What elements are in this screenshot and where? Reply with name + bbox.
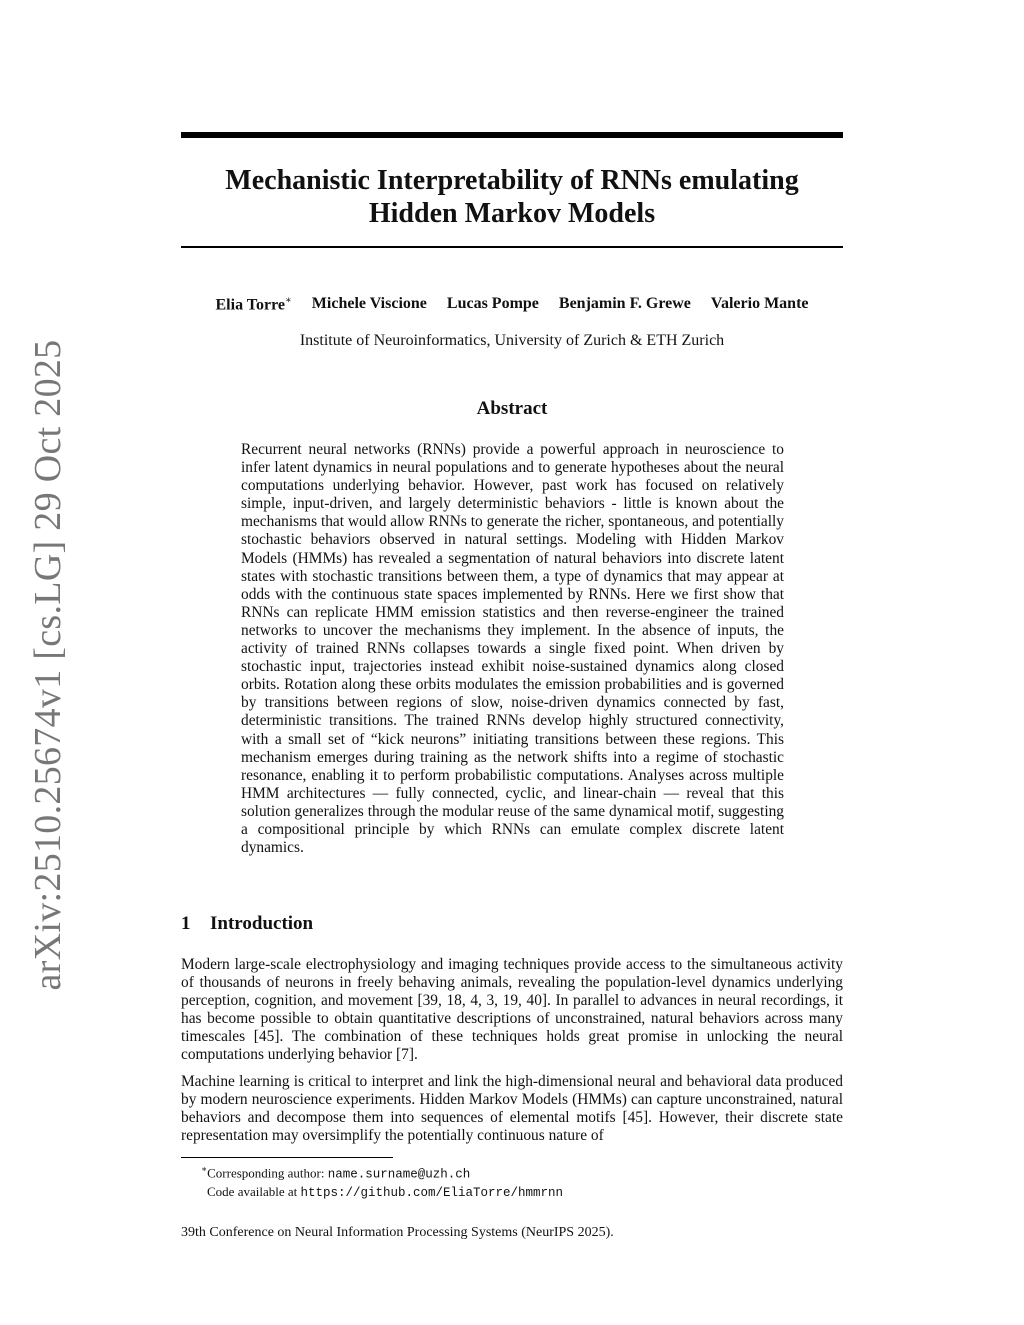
paragraph: Machine learning is critical to interpret and link the high-dimensional neural and behavioral data produced by modern neuroscience experiments. Hidden Markov Models (HMMs) can capture unconstrained, natural behaviors and decompose them into sequences of elemental motifs [45]. However, their discrete state representation may oversimplify the potentially continuous nature of	[181, 1072, 843, 1144]
title-bottom-rule	[181, 246, 843, 248]
section-heading	[181, 913, 313, 935]
author: Valerio Mante	[710, 295, 809, 312]
arxiv-stamp: arXiv:2510.25674v1 [cs.LG] 29 Oct 2025	[27, 339, 69, 991]
author: Lucas Pompe	[446, 295, 539, 312]
title-line-2: Hidden Markov Models	[368, 198, 656, 229]
abstract-text: Recurrent neural networks (RNNs) provide a powerful approach in neuroscience to infer latent dynamics in neural populations and to generate hypotheses about the neural computations underlying behavior. However, past work has focused on relatively simple, input-driven, and largely deterministic behaviors - little is known about the mechanisms that would allow RNNs to generate the richer, spontaneous, and potentially stochastic behaviors observed in natural settings. Modeling with Hidden Markov Models (HMMs) has revealed a segmentation of natural behaviors into discrete latent states with stochastic transitions between them, a type of dynamics that may appear at odds with the continuous state spaces implemented by RNNs. Here we first show that RNNs can replicate HMM emission statistics and then reverse-engineer the trained networks to uncover the mechanisms they implement. In the absence of inputs, the activity of trained RNNs collapses towards a single fixed point. When driven by stochastic input, trajectories instead exhibit noise-sustained dynamics along closed orbits. Rotation along these orbits modulates the emission probabilities and is governed by transitions between regions of slow, noise-driven dynamics connected by fast, deterministic transitions. The trained RNNs develop highly structured connectivity, with a small set of “kick neurons” initiating transitions between these regions. This mechanism emerges during training as the network shifts into a regime of stochastic resonance, enabling it to perform probabilistic computations. Analyses across multiple HMM architectures — fully connected, cyclic, and linear-chain — reveal that this solution generalizes through the modular reuse of the same dynamical motif, suggesting a compositional principle by which RNNs can emulate complex discrete latent dynamics.	[241, 441, 784, 857]
venue-footer: 39th Conference on Neural Information Processing Systems (NeurIPS 2025).	[181, 1225, 614, 1240]
footnote-rule	[181, 1157, 393, 1158]
author: Elia Torre∗	[215, 295, 292, 314]
introduction-body	[181, 956, 843, 1153]
author-list	[181, 295, 843, 314]
code-url-link[interactable]: https://github.com/EliaTorre/hmmrnn	[300, 1186, 564, 1201]
author: Benjamin F. Grewe	[558, 295, 691, 312]
abstract-heading: Abstract	[476, 398, 548, 419]
affiliation: Institute of Neuroinformatics, University of Zurich & ETH Zurich	[299, 332, 725, 349]
section-number: 1	[181, 913, 191, 934]
footnote-code: Code available at https://github.com/EliaTorre/hmmrnn	[207, 1184, 564, 1201]
paper-title	[181, 164, 843, 230]
email-link[interactable]: name.surname@uzh.ch	[327, 1167, 471, 1182]
author: Michele Viscione	[311, 295, 427, 312]
title-top-rule	[181, 132, 843, 138]
footnote-corresponding: ∗Corresponding author: name.surname@uzh.ch	[201, 1164, 471, 1182]
footnote	[181, 1161, 563, 1202]
section-title: Introduction	[210, 913, 314, 934]
paragraph: Modern large-scale electrophysiology and imaging techniques provide access to the simultaneous activity of thousands of neurons in freely behaving animals, revealing the population-level dynamics underlying perception, cognition, and movement [39, 18, 4, 3, 19, 40]. In parallel to advances in neural recordings, it has become possible to obtain quantitative descriptions of unconstrained, natural behaviors across many timescales [45]. The combination of these techniques holds great promise in unlocking the neural computations underlying behavior [7].	[181, 956, 843, 1064]
title-line-1: Mechanistic Interpretability of RNNs emulating	[225, 165, 799, 196]
